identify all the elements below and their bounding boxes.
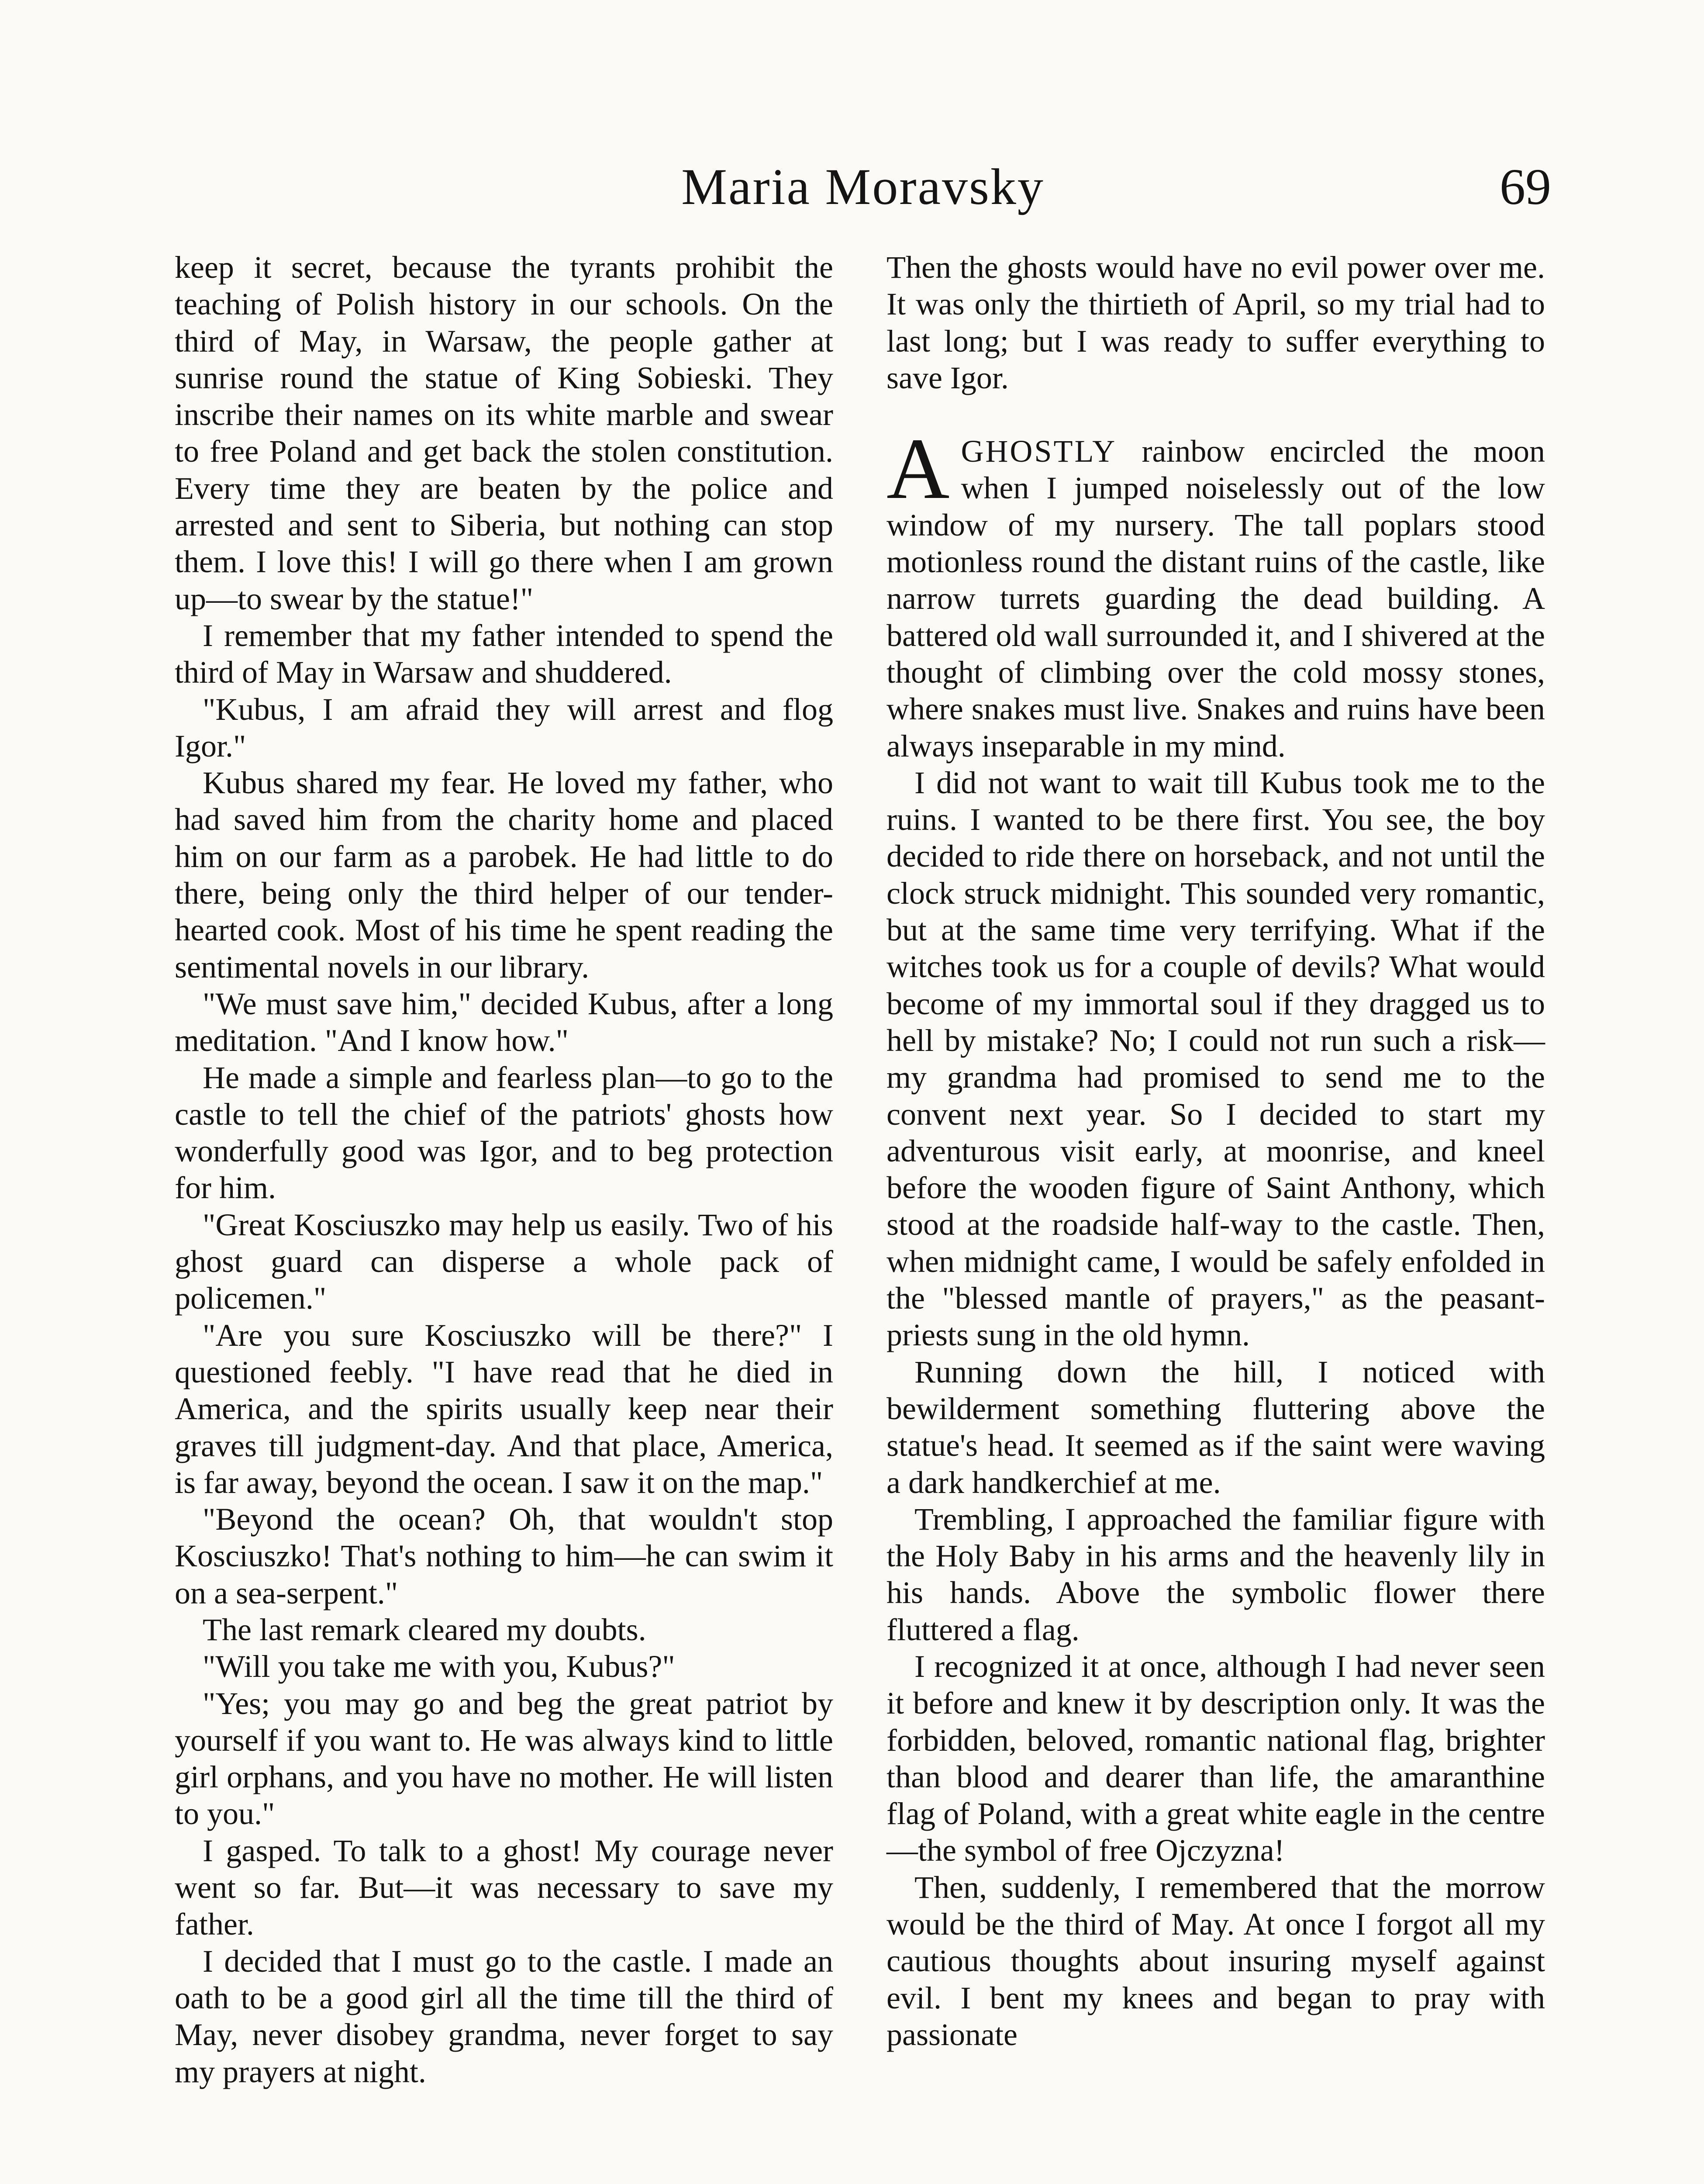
page-header: [175, 140, 1551, 227]
section-opening-paragraph: [886, 421, 1545, 764]
paragraph: I did not want to wait till Kubus took me to the ruins. I wanted to be there first. You see, the boy decided to ride there on horseback, and not until the clock struck midnight. This sounded very romantic, but at the same time very terrifying. What if the witches took us for a couple of devils? What would become of my immortal soul if they dragged us to hell by mistake? No; I could not run such a risk—my grandma had promised to send me to the convent next year. So I decided to start my adventurous visit early, at moonrise, and kneel before the wooden figure of Saint Anthony, which stood at the roadside half-way to the castle. Then, when midnight came, I would be safely enfolded in the "blessed mantle of prayers," as the peasant-priests sung in the old hymn.: [886, 765, 1545, 1353]
paragraph: "Are you sure Kosciuszko will be there?" I questioned feebly. "I have read that he died in America, and the spirits usually keep near their graves till judgment-day. And that place, America, is far away, beyond the ocean. I saw it on the map.": [175, 1317, 833, 1500]
paragraph-text: rainbow encircled the moon when I jumped noiselessly out of the low window of my nursery. The tall poplars stood motionless round the distant ruins of the castle, like narrow turrets guarding the dead building. A battered old wall surrounded it, and I shivered at the thought of climbing over the cold mossy stones, where snakes must live. Snakes and ruins have been always inseparable in my mind.: [886, 434, 1545, 764]
paragraph: I gasped. To talk to a ghost! My courage never went so far. But—it was necessary to save my father.: [175, 1833, 833, 1942]
lead-in-word: GHOSTLY: [961, 434, 1117, 469]
page-number: 69: [1500, 158, 1551, 215]
paragraph: I recognized it at once, although I had never seen it before and knew it by description only. It was the forbidden, beloved, romantic national flag, brighter than blood and dearer than life, the amaranthine flag of Poland, with a great white eagle in the centre—the symbol of free Ojczyzna!: [886, 1648, 1545, 1868]
paragraph: I decided that I must go to the castle. I made an oath to be a good girl all the time till the third of May, never disobey grandma, never forget to say my prayers at night.: [175, 1943, 833, 2089]
paragraph: Kubus shared my fear. He loved my father, who had saved him from the charity home and placed him on our farm as a parobek. He had little to do there, being only the third helper of our tender-hearted cook. Most of his time he spent reading the sentimental novels in our library.: [175, 765, 833, 985]
paragraph: Running down the hill, I noticed with bewilderment something fluttering above the statue's head. It seemed as if the saint were waving a dark handkerchief at me.: [886, 1354, 1545, 1500]
paragraph: I remember that my father intended to spend the third of May in Warsaw and shuddered.: [175, 618, 833, 690]
paragraph: "We must save him," decided Kubus, after a long meditation. "And I know how.": [175, 986, 833, 1058]
paragraph: Then, suddenly, I remembered that the morrow would be the third of May. At once I forgot all my cautious thoughts about insuring myself against evil. I bent my knees and began to pray with passionate: [886, 1870, 1545, 2052]
running-head: Maria Moravsky: [681, 158, 1045, 215]
section-break: [886, 396, 1545, 433]
paragraph: "Beyond the ocean? Oh, that wouldn't stop Kosciuszko! That's nothing to him—he can swim it on a sea-serpent.": [175, 1502, 833, 1610]
paragraph: "Great Kosciuszko may help us easily. Two of his ghost guard can disperse a whole pack of policemen.": [175, 1207, 833, 1316]
paragraph: The last remark cleared my doubts.: [203, 1612, 646, 1647]
paragraph: Trembling, I approached the familiar figure with the Holy Baby in his arms and the heavenly lily in his hands. Above the symbolic flower there fluttered a flag.: [886, 1501, 1545, 1647]
drop-cap: A: [886, 421, 950, 518]
paragraph: "Yes; you may go and beg the great patriot by yourself if you want to. He was always kind to little girl orphans, and you have no mother. He will listen to you.": [175, 1686, 833, 1832]
paragraph: He made a simple and fearless plan—to go to the castle to tell the chief of the patriots' ghosts how wonderfully good was Igor, and to beg protection for him.: [175, 1060, 833, 1206]
paragraph: "Kubus, I am afraid they will arrest and flog Igor.": [175, 691, 833, 764]
paragraph: Then the ghosts would have no evil power over me. It was only the thirtieth of April, so my trial had to last long; but I was ready to suffer everything to save Igor.: [886, 250, 1545, 395]
paragraph: "Will you take me with you, Kubus?": [203, 1649, 675, 1684]
right-column: [886, 249, 1545, 2053]
paragraph: keep it secret, because the tyrants prohibit the teaching of Polish history in our schools. On the third of May, in Warsaw, the people gather at sunrise round the statue of King Sobieski. They inscribe their names on its white marble and swear to free Poland and get back the stolen constitution. Every time they are beaten by the police and arrested and sent to Siberia, but nothing can stop them. I love this! I will go there when I am grown up—to swear by the statue!": [175, 250, 833, 616]
left-column: [175, 249, 833, 2090]
